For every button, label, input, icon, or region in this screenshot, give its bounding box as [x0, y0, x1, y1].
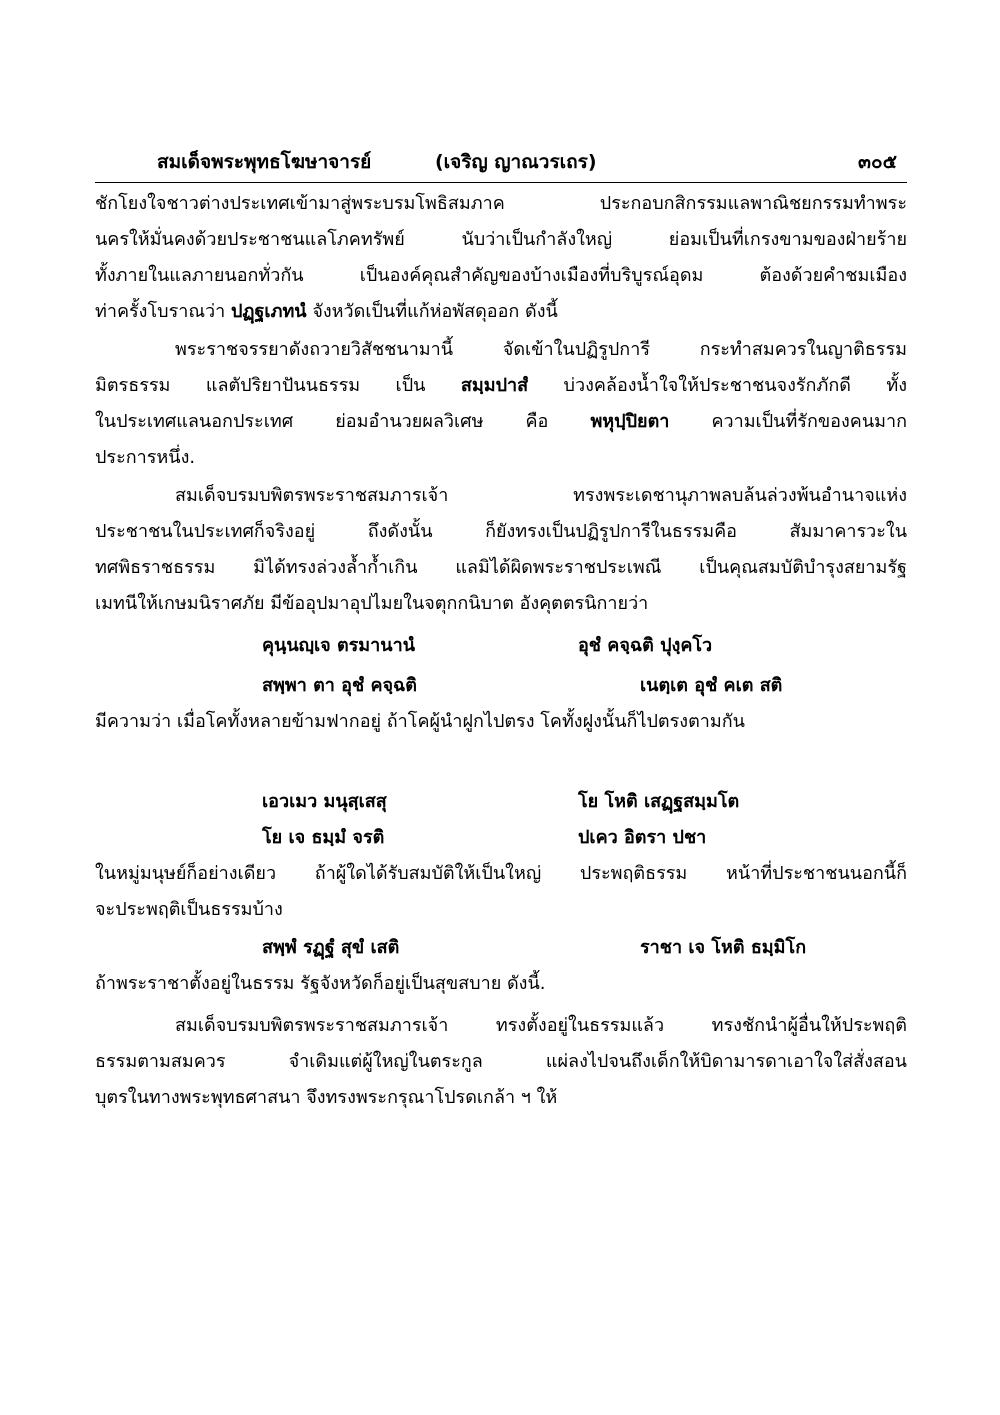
meaning-3	[95, 966, 907, 1002]
paragraph-2	[95, 332, 907, 476]
text-line: ถ้าพระราชาตั้งอยู่ในธรรม รัฐจังหวัดก็อยู่เป็นสุขสบาย ดังนี้.	[95, 973, 546, 994]
text-line: ธรรมตามสมควร จำเดิมแต่ผู้ใหญ่ในตระกูล แผ่ลงไปจนถึงเด็กให้บิดามารดาเอาใจใส่สั่งสอน	[95, 1051, 907, 1072]
text-line: นครให้มั่นคงด้วยประชาชนแลโภคทรัพย์ นับว่าเป็นกำลังใหญ่ ย่อมเป็นที่เกรงขามของฝ่ายร้าย	[95, 229, 907, 250]
page-number: ๓๐๕	[858, 151, 897, 173]
verse-line: ปเคว อิตรา ปชา	[578, 827, 707, 848]
verse-line: ราชา เจ โหติ ธมฺมิโก	[640, 937, 807, 958]
pali-term: สมฺมปาสํ	[460, 375, 529, 396]
text-line: บุตรในทางพระพุทธศาสนา จึงทรงพระกรุณาโปรดเกล้า ฯ ให้	[95, 1087, 558, 1108]
header-author: (เจริญ ญาณวรเถร)	[435, 151, 597, 173]
paragraph-1	[95, 186, 907, 330]
page-header	[95, 146, 907, 183]
verse-line: เนตฺเต อุชํ คเต สติ	[640, 675, 783, 696]
paragraph-4	[95, 1008, 907, 1116]
text-line: เมทนีให้เกษมนิราศภัย มีข้ออุปมาอุปไมยในจตุกกนิบาต อังคุตตรนิกายว่า	[95, 593, 649, 614]
text-line: ในประเทศแลนอกประเทศ ย่อมอำนวยผลวิเศษ คือ พหุปฺปิยตา ความเป็นที่รักของคนมาก	[95, 411, 907, 432]
text-line: ประชาชนในประเทศก็จริงอยู่ ถึงดังนั้น ก็ยังทรงเป็นปฏิรูปการีในธรรมคือ สัมมาคารวะใน	[95, 521, 907, 542]
text-line: พระราชจรรยาดังถวายวิสัชชนามานี้ จัดเข้าในปฏิรูปการี กระทำสมควรในญาติธรรม	[175, 339, 907, 360]
text-line: ชักโยงใจชาวต่างประเทศเข้ามาสู่พระบรมโพธิสมภาค ประกอบกสิกรรมแลพาณิชยกรรมทำพระ	[95, 193, 907, 214]
text-line: มีความว่า เมื่อโคทั้งหลายข้ามฟากอยู่ ถ้าโคผู้นำฝูกไปตรง โคทั้งฝูงนั้นก็ไปตรงตามกัน	[95, 711, 745, 732]
meaning-2	[95, 856, 907, 928]
verse-line: สพฺพา ตา อุชํ คจฺฉติ	[262, 675, 417, 696]
verse-line: อุชํ คจฺฉติ ปุงฺคโว	[578, 635, 713, 656]
header-title: สมเด็จพระพุทธโฆษาจารย์	[157, 151, 372, 173]
text-line: ทศพิธราชธรรม มิได้ทรงล่วงล้ำก้ำเกิน แลมิได้ผิดพระราชประเพณี เป็นคุณสมบัติบำรุงสยามรัฐ	[95, 557, 907, 578]
text-line: สมเด็จบรมบพิตรพระราชสมภารเจ้า ทรงตั้งอยู่ในธรรมแล้ว ทรงชักนำผู้อื่นให้ประพฤติ	[175, 1015, 907, 1036]
verse-line: สพฺพํ รฏฺฐํ สุขํ เสติ	[262, 937, 400, 958]
verse-line: โย เจ ธมฺมํ จรติ	[262, 827, 385, 848]
pali-term: ปฏฺฐเภทนํ	[230, 301, 307, 322]
text-line: ทั้งภายในแลภายนอกทั่วกัน เป็นองค์คุณสำคัญของบ้างเมืองที่บริบูรณ์อุดม ต้องด้วยคำชมเมือง	[95, 265, 907, 286]
text-line: ท่าครั้งโบราณว่า ปฏฺฐเภทนํ จังหวัดเป็นที่แก้ห่อพัสดุออก ดังนี้	[95, 301, 558, 322]
verse-line: เอวเมว มนุสฺเสสุ	[262, 791, 387, 812]
text-line: ในหมู่มนุษย์ก็อย่างเดียว ถ้าผู้ใดได้รับสมบัติให้เป็นใหญ่ ประพฤติธรรม หน้าที่ประชาชนนอกนี้ก็	[95, 863, 907, 884]
text-line: มิตรธรรม แลตัปริยาปันนธรรม เป็น สมฺมปาสํ บ่วงคล้องน้ำใจให้ประชาชนจงรักภักดี ทั้ง	[95, 375, 907, 396]
verse-line: โย โหติ เสฏฺฐสมฺมโต	[578, 791, 740, 812]
verse-line: คุนฺนญฺเจ ตรมานานํ	[262, 635, 415, 656]
text-line: ประการหนึ่ง.	[95, 447, 196, 468]
text-line: จะประพฤติเป็นธรรมบ้าง	[95, 899, 283, 920]
paragraph-3	[95, 478, 907, 622]
pali-term: พหุปฺปิยตา	[590, 411, 670, 432]
meaning-1	[95, 704, 907, 740]
text-line: สมเด็จบรมบพิตรพระราชสมภารเจ้า ทรงพระเดชานุภาพลบล้นล่วงพ้นอำนาจแห่ง	[175, 485, 907, 506]
